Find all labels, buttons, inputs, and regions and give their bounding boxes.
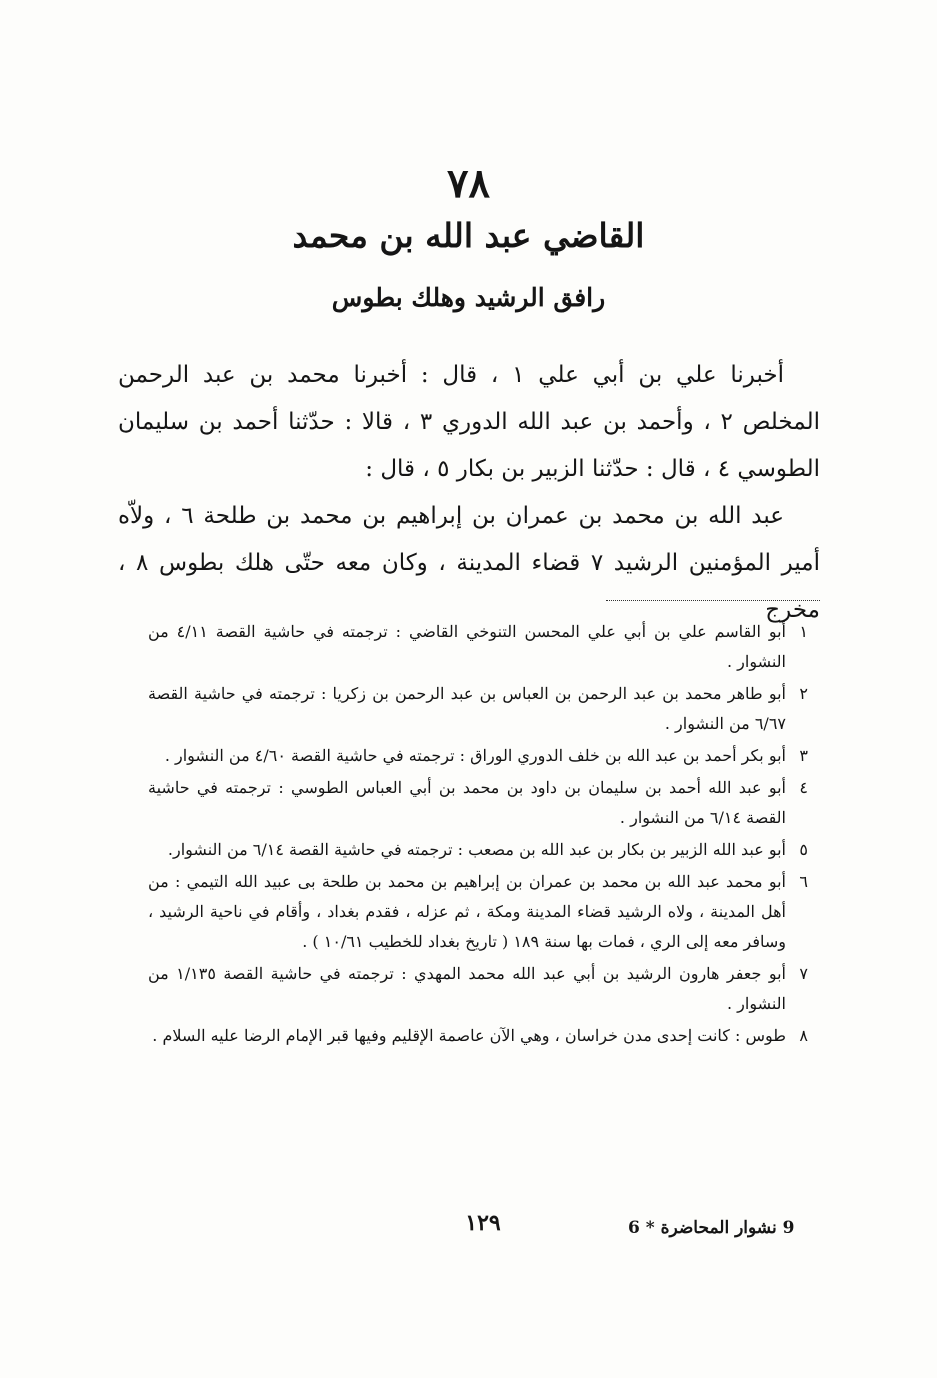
printer-signature: 9 نشوار المحاضرة * 6 [628, 1218, 795, 1238]
footnotes [148, 617, 808, 1053]
footnote-number: ٨ [799, 1026, 808, 1045]
paragraph-1: أخبرنا علي بن أبي علي ١ ، قال : أخبرنا محمد بن عبد الرحمن المخلص ٢ ، وأحمد بن عبد الله الدوري ٣ ، قالا : حدّثنا أحمد بن سليمان الطوسي ٤ ، قال : حدّثنا الزبير بن بكار ٥ ، قال : [118, 362, 820, 482]
page-subtitle: رافق الرشيد وهلك بطوس [331, 283, 606, 312]
footnote-number: ٣ [799, 746, 808, 765]
footnote-text: أبو عبد الله الزبير بن بكار بن عبد الله بن مصعب : ترجمته في حاشية القصة ٦/١٤ من النشوار. [167, 840, 786, 859]
footnote-number: ٢ [799, 684, 808, 703]
footnote-number: ٦ [799, 872, 808, 891]
footnote-item [148, 617, 808, 677]
footnote-item [148, 773, 808, 833]
main-text [118, 352, 820, 634]
footnote-text: أبو جعفر هارون الرشيد بن أبي عبد الله محمد المهدي : ترجمته في حاشية القصة ١/١٣٥ من النشوار . [148, 964, 786, 1013]
footnote-item [148, 741, 808, 771]
footnote-number: ٤ [799, 778, 808, 797]
page-number: ١٢٩ [465, 1210, 501, 1236]
footnote-text: أبو عبد الله أحمد بن سليمان بن داود بن محمد بن أبي العباس الطوسي : ترجمته في حاشية القصة ٦/١٤ من النشوار . [148, 778, 786, 827]
footnote-text: أبو طاهر محمد بن عبد الرحمن بن العباس بن عبد الرحمن بن زكريا : ترجمته في حاشية القصة ٦/٦٧ من النشوار . [148, 684, 786, 733]
footnote-text: أبو القاسم علي بن أبي علي المحسن التنوخي القاضي : ترجمته في حاشية القصة ٤/١١ من النشوار . [148, 622, 786, 671]
page-title: القاضي عبد الله بن محمد [292, 216, 645, 255]
footnote-number: ١ [799, 622, 808, 641]
footnote-number: ٧ [799, 964, 808, 983]
footnote-text: أبو بكر أحمد بن عبد الله بن خلف الدوري الوراق : ترجمته في حاشية القصة ٤/٦٠ من النشوار . [164, 746, 786, 765]
footnote-text: أبو محمد عبد الله بن محمد بن عمران بن إبراهيم بن محمد بن طلحة بى عبيد الله التيمي : من أهل المدينة ، ولاه الرشيد قضاء المدينة ومكة ، ثم عزله ، فقدم بغداد ، وأقام في ناحية الرشيد ، وسافر معه إلى الري ، فمات بها سنة ١٨٩ ( تاريخ بغداد للخطيب ١٠/٦١ ) . [148, 872, 787, 951]
footnote-item [148, 679, 808, 739]
footnote-item [148, 867, 808, 957]
story-number: ٧٨ [447, 160, 490, 207]
paragraph-2: عبد الله بن محمد بن عمران بن إبراهيم بن محمد بن طلحة ٦ ، ولاّه أمير المؤمنين الرشيد ٧ قضاء المدينة ، وكان معه حتّى هلك بطوس ٨ ، مخرج [118, 503, 821, 623]
footnote-number: ٥ [799, 840, 808, 859]
footnote-text: طوس : كانت إحدى مدن خراسان ، وهي الآن عاصمة الإقليم وفيها قبر الإمام الرضا عليه السلام . [152, 1026, 786, 1045]
footnote-separator [606, 600, 820, 601]
footnote-item [148, 1021, 808, 1051]
footnote-item [148, 835, 808, 865]
footnote-item [148, 959, 808, 1019]
